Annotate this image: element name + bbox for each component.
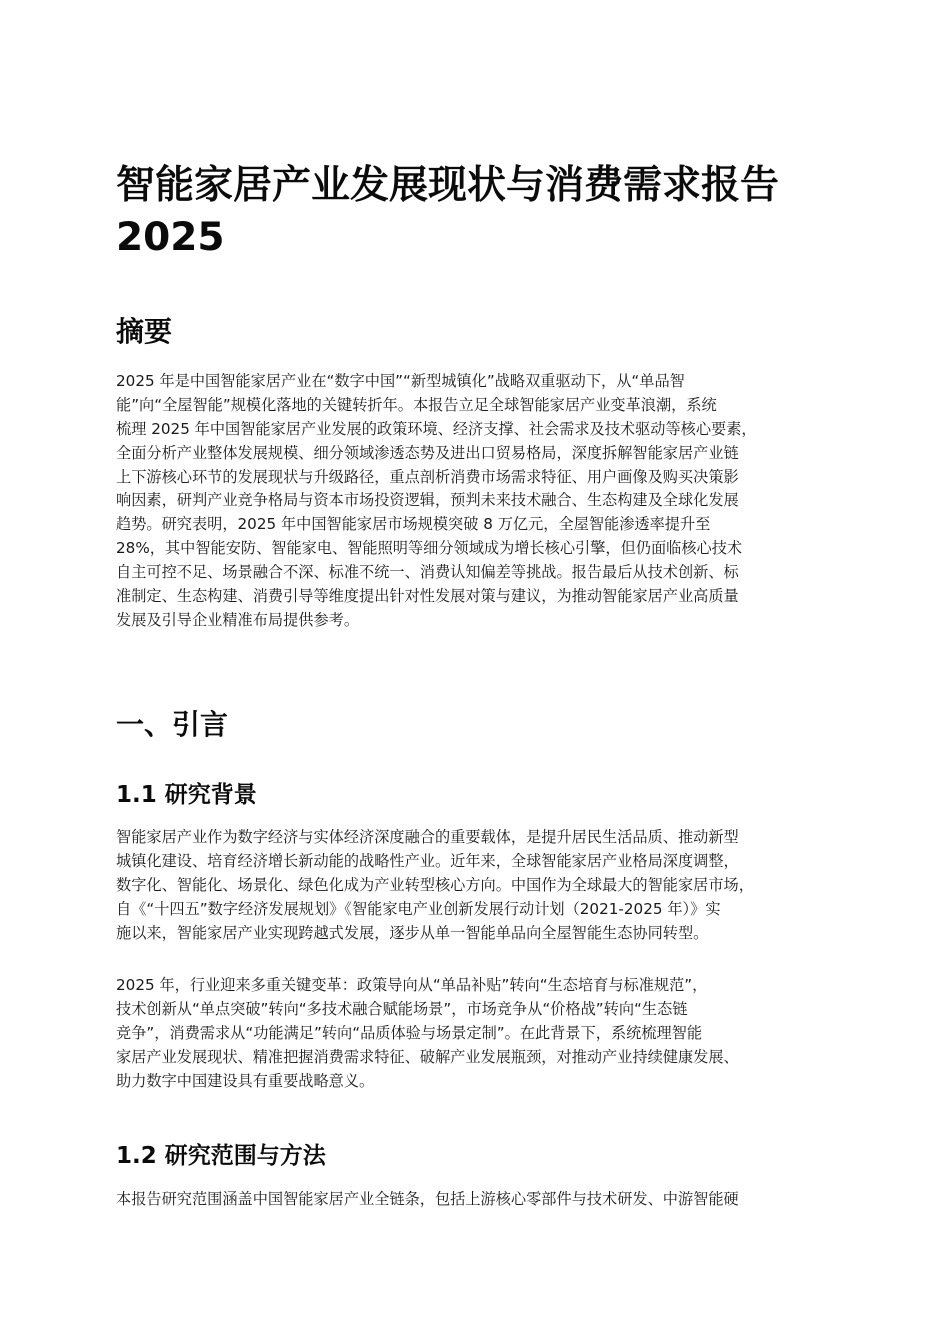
background-paragraph-2	[116, 974, 840, 1093]
text-line: 响因素，研判产业竞争格局与资本市场投资逻辑，预判未来技术融合、生态构建及全球化发展	[116, 491, 739, 510]
text-line: 自主可控不足、场景融合不深、标准不统一、消费认知偏差等挑战。报告最后从技术创新、标	[116, 563, 739, 582]
subsection-heading-scope: 1.2 研究范围与方法	[116, 1143, 326, 1169]
text-line: 自《“十四五”数字经济发展规划》《智能家电产业创新发展行动计划（2021-2025 年）》实	[116, 899, 721, 918]
text-line: 梳理 2025 年中国智能家居产业发展的政策环境、经济支撑、社会需求及技术驱动等核心要素，	[116, 419, 757, 438]
text-line: 城镇化建设、培育经济增长新动能的战略性产业。近年来，全球智能家居产业格局深度调整，	[116, 851, 739, 870]
text-line: 趋势。研究表明，2025 年中国智能家居市场规模突破 8 万亿元，全屋智能渗透率提升至	[116, 515, 711, 534]
text-line: 智能家居产业作为数字经济与实体经济深度融合的重要载体，是提升居民生活品质、推动新型	[116, 828, 739, 846]
section-heading-intro: 一、引言	[116, 708, 229, 741]
text-line: 上下游核心环节的发展现状与升级路径，重点剖析消费市场需求特征、用户画像及购买决策影	[116, 467, 739, 486]
document-title-line: 智能家居产业发展现状与消费需求报告	[116, 163, 780, 208]
abstract-paragraph	[116, 370, 840, 633]
text-line: 助力数字中国建设具有重要战略意义。	[116, 1071, 375, 1090]
text-line: 全面分析产业整体发展规模、细分领域渗透态势及进出口贸易格局，深度拆解智能家居产业链	[116, 443, 739, 462]
text-line: 2025 年，行业迎来多重关键变革：政策导向从“单品补贴”转向“生态培育与标准规范”，	[116, 976, 708, 994]
subsection-heading-background: 1.1 研究背景	[116, 782, 257, 808]
text-line: 2025 年是中国智能家居产业在“数字中国”“新型城镇化”战略双重驱动下，从“单品智	[116, 372, 685, 390]
document-title-line: 2025	[116, 215, 225, 260]
background-paragraph-1	[116, 826, 840, 945]
text-line: 28%，其中智能安防、智能家电、智能照明等细分领域成为增长核心引擎，但仍面临核心技术	[116, 539, 743, 558]
text-line: 家居产业发展现状、精准把握消费需求特征、破解产业发展瓶颈，对推动产业持续健康发展、	[116, 1047, 739, 1066]
document-title	[116, 160, 840, 264]
abstract-heading: 摘要	[116, 315, 173, 348]
text-line: 本报告研究范围涵盖中国智能家居产业全链条，包括上游核心零部件与技术研发、中游智能硬	[116, 1190, 739, 1208]
text-line: 能”向“全屋智能”规模化落地的关键转折年。本报告立足全球智能家居产业变革浪潮，系统	[116, 395, 717, 414]
scope-paragraph-1	[116, 1188, 840, 1212]
text-line: 施以来，智能家居产业实现跨越式发展，逐步从单一智能单品向全屋智能生态协同转型。	[116, 923, 709, 942]
text-line: 技术创新从“单点突破”转向“多技术融合赋能场景”，市场竞争从“价格战”转向“生态链	[116, 999, 688, 1018]
text-line: 准制定、生态构建、消费引导等维度提出针对性发展对策与建议，为推动智能家居产业高质量	[116, 587, 739, 606]
text-line: 发展及引导企业精准布局提供参考。	[116, 610, 359, 629]
text-line: 竞争”，消费需求从“功能满足”转向“品质体验与场景定制”。在此背景下，系统梳理智能	[116, 1023, 703, 1042]
text-line: 数字化、智能化、场景化、绿色化成为产业转型核心方向。中国作为全球最大的智能家居市场，	[116, 875, 754, 894]
